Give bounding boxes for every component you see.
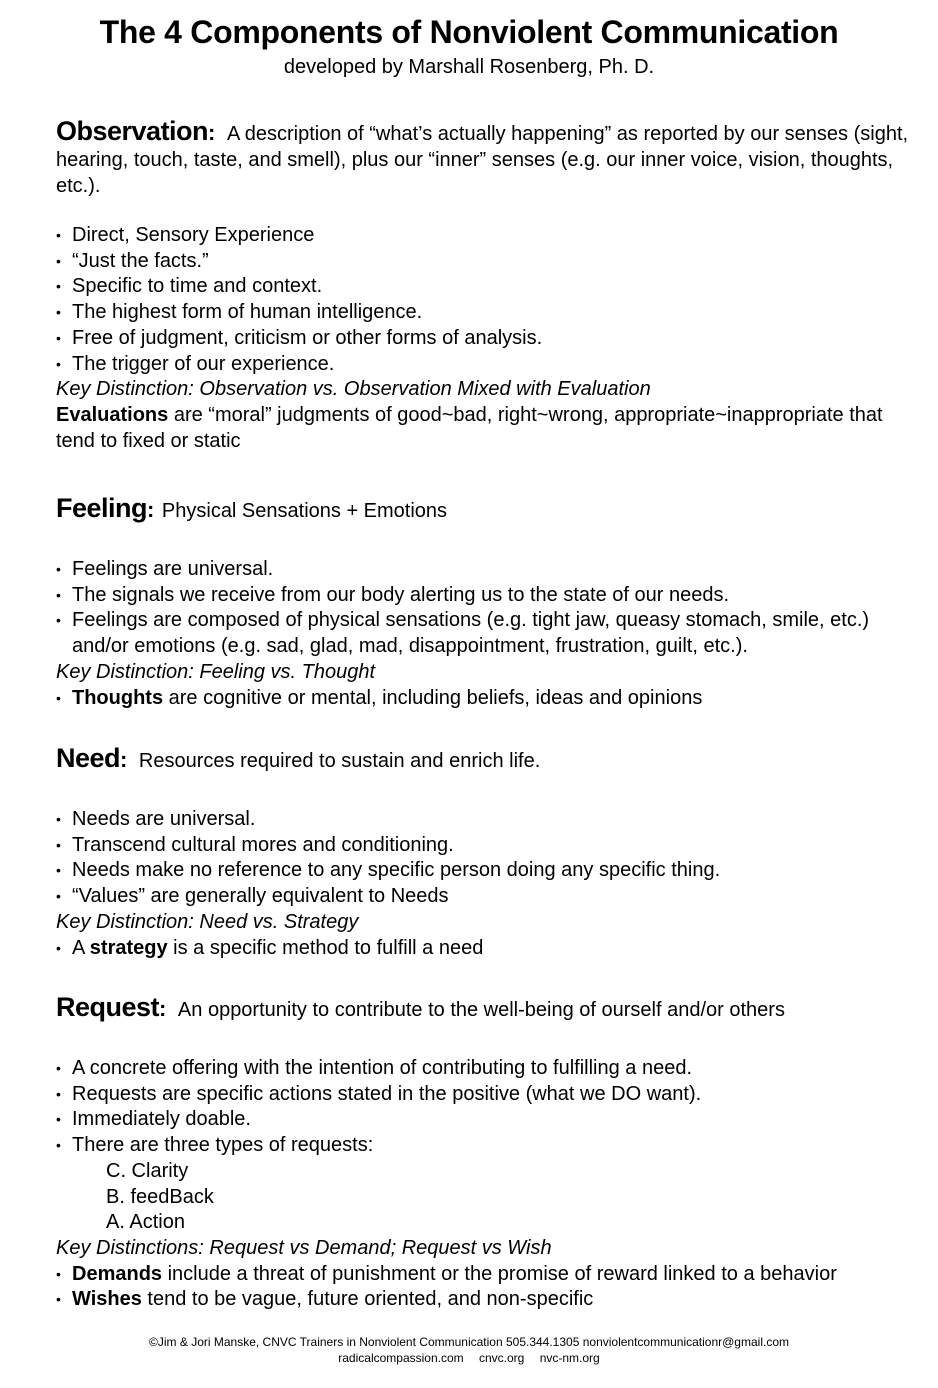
request-key-distinction: Key Distinctions: Request vs Demand; Request vs Wish [56,1236,552,1259]
list-item: • Direct, Sensory Experience [56,223,916,249]
observation-description: A description of “what’s actually happening” as reported by our senses (sight, hearing, touch, taste, and smell), plus our “inner” senses (e.g. our inner voice, vision, thoughts, etc.). [56,123,909,197]
need-key-distinction: Key Distinction: Need vs. Strategy [56,910,359,933]
request-note-demands [56,1262,916,1288]
request-note-list [56,1262,916,1313]
list-item: • The highest form of human intelligence. [56,300,916,326]
page-subtitle: developed by Marshall Rosenberg, Ph. D. [283,56,655,78]
feeling-term: Feeling [56,493,148,523]
request-note-demands-term: Demands [72,1262,163,1285]
observation-heading [56,118,916,199]
observation-colon: : [208,120,216,145]
request-colon: : [159,996,167,1021]
request-type-item: A. Action [106,1211,185,1234]
list-item: • A concrete offering with the intention of contributing to fulfilling a need. [56,1056,916,1082]
list-item: • Requests are specific actions stated in the positive (what we DO want). [56,1082,916,1108]
section-request [56,994,916,1313]
observation-note-term: Evaluations [56,403,169,426]
list-item: • Immediately doable. [56,1107,916,1133]
footer-link-cnvc[interactable]: cnvc.org [479,1351,525,1365]
list-item: • Free of judgment, criticism or other forms of analysis. [56,326,916,352]
section-feeling [56,495,916,711]
list-item: • Transcend cultural mores and conditioning. [56,833,916,859]
list-item: • Feelings are composed of physical sensations (e.g. tight jaw, queasy stomach, smile, etc.) and/or emotions (e.g. sad, glad, mad, disappointment, frustration, guilt, etc.). [56,608,916,659]
observation-key-distinction: Key Distinction: Observation vs. Observation Mixed with Evaluation [56,378,651,401]
footer-link-nvc-nm[interactable]: nvc-nm.org [539,1351,600,1365]
observation-bullets [56,223,916,377]
need-note-text: is a specific method to fulfill a need [167,936,484,959]
need-description: Resources required to sustain and enrich life. [138,750,541,772]
request-note-wishes-text: tend to be vague, future oriented, and non-specific [141,1288,594,1311]
request-description: An opportunity to contribute to the well-being of ourself and/or others [177,999,785,1021]
need-note-term: strategy [89,936,168,959]
request-note-wishes [56,1287,916,1313]
footer-links [0,1350,938,1366]
list-item: • There are three types of requests: [56,1133,916,1159]
observation-term: Observation [56,116,209,146]
page-title: The 4 Components of Nonviolent Communication [99,14,839,50]
list-item: • The trigger of our experience. [56,352,916,378]
request-term: Request [56,992,160,1022]
feeling-note [56,686,916,712]
feeling-note-text: are cognitive or mental, including beliefs, ideas and opinions [163,686,703,709]
need-heading [56,745,916,774]
feeling-bullets [56,557,916,660]
need-colon: : [120,747,128,772]
feeling-note-list [56,686,916,712]
request-type-item: C. Clarity [106,1159,189,1182]
footer [0,1334,938,1366]
list-item: • Needs are universal. [56,807,916,833]
request-note-wishes-term: Wishes [72,1288,142,1311]
footer-link-radicalcompassion[interactable]: radicalcompassion.com [338,1351,464,1365]
list-item: • The signals we receive from our body alerting us to the state of our needs. [56,583,916,609]
section-observation [56,118,916,454]
observation-note [56,403,916,454]
feeling-key-distinction: Key Distinction: Feeling vs. Thought [56,660,376,683]
section-need [56,745,916,961]
need-note-list [56,936,916,962]
list-item: • “Values” are generally equivalent to Needs [56,884,916,910]
observation-note-text: are “moral” judgments of good~bad, right~wrong, appropriate~inappropriate that tend to fixed or static [56,403,883,452]
request-note-demands-text: include a threat of punishment or the promise of reward linked to a behavior [162,1262,837,1285]
request-heading [56,994,916,1023]
request-type-item: B. feedBack [106,1185,214,1208]
list-item: • Feelings are universal. [56,557,916,583]
list-item: • Specific to time and context. [56,274,916,300]
need-note-prefix: A [72,936,90,959]
feeling-heading [56,495,916,524]
feeling-note-term: Thoughts [72,686,164,709]
feeling-description: Physical Sensations + Emotions [161,500,448,522]
feeling-colon: : [147,497,155,522]
footer-credits: ©Jim & Jori Manske, CNVC Trainers in Nonviolent Communication 505.344.1305 nonviolentcommunicationr@gmail.com [149,1335,789,1349]
need-bullets [56,807,916,910]
request-bullets [56,1056,916,1236]
need-term: Need [56,743,121,773]
need-note [56,936,916,962]
list-item: • Needs make no reference to any specific person doing any specific thing. [56,858,916,884]
list-item: • “Just the facts.” [56,249,916,275]
